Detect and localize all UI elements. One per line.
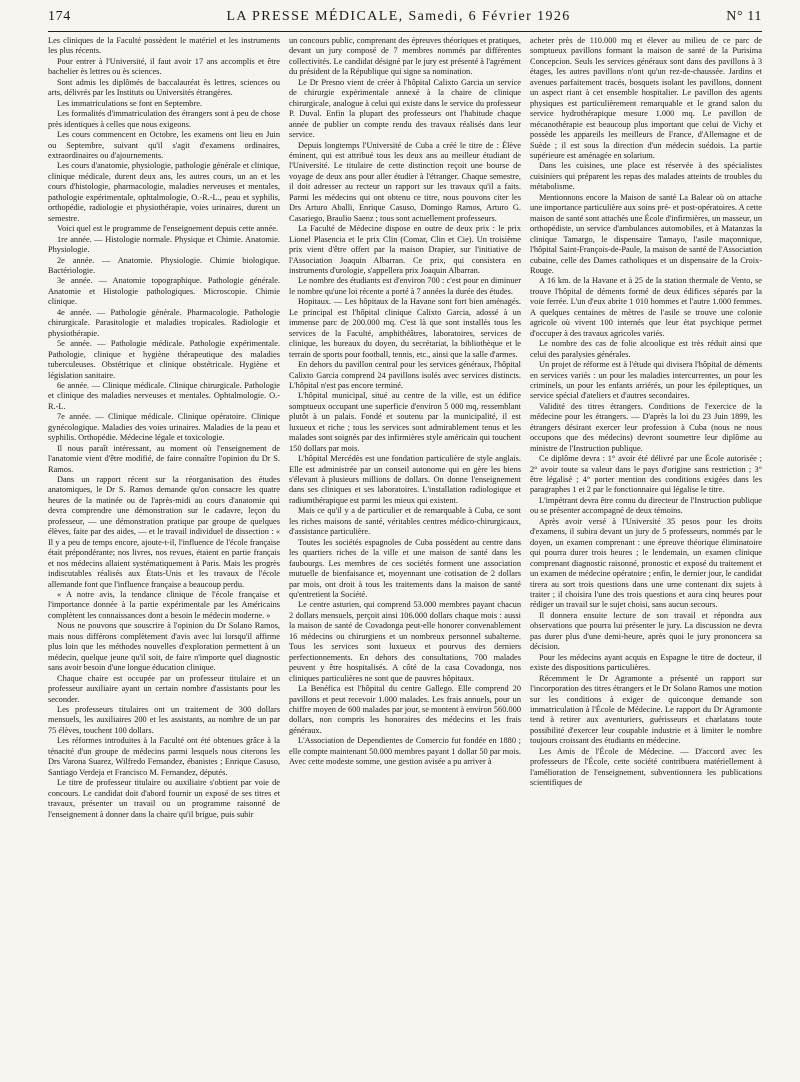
paragraph: Après avoir versé à l'Université 35 pesos pour les droits d'examens, il subira devant un jury de 5 professeurs, nommés par le doyen, un examen comprenant : une épreuve théorique éliminatoire qui pourra durer trois heures ; le lendemain, un examen clinique comprenant diagnostic raisonné, pronostic et exposé du traitement et un examen de médecine opératoire ; enfin, le dernier jour, le candidat tirera au sort trois questions dans une urne contenant dix sujets à traiter ; il choisira l'une des trois questions et aura cinq heures pour rédiger un travail sur le sujet choisi, sans aucun secours. (530, 516, 762, 610)
paragraph: Les professeurs titulaires ont un traitement de 300 dollars mensuels, les auxiliaires 200 et les assistants, au nombre de un par 75 élèves, touchent 100 dollars. (48, 705, 280, 735)
paragraph: En dehors du pavillon central pour les services généraux, l'hôpital Calixto Garcia comprend 24 pavillons isolés avec services distincts. L'hôpital n'est pas encore terminé. (289, 360, 521, 390)
paragraph: Pour les médecins ayant acquis en Espagne le titre de docteur, il existe des dispositions particulières. (530, 652, 762, 673)
paragraph: Sont admis les diplômés de baccalauréat ès lettres, sciences ou arts, délivrés par les Instituts ou Universités étrangères. (48, 77, 280, 98)
paragraph: Ce diplôme devra : 1° avoir été délivré par une École autorisée ; 2° avoir toute sa valeur dans le pays d'origine sans restriction ; 3° être légalisé ; 4° porter mention des conditions exigées dans les paragraphes 1 et 2 par le fonctionnaire qui légalise le titre. (530, 454, 762, 495)
paragraph: Toutes les sociétés espagnoles de Cuba possèdent au centre dans les quartiers riches de la ville et une maison de santé dans les faubourgs. Les membres de ces sociétés forment une association mutuelle de bienfaisance et, moyennant une cotisation de 2 dollars par mois, ont droit à tous les traitements dans la maison de santé qu'entretient la Société. (289, 537, 521, 600)
paragraph: Le centre asturien, qui comprend 53.000 membres payant chacun 2 dollars mensuels, perçoit ainsi 106.000 dollars chaque mois : aussi la maison de santé de Covadonga peut-elle honorer convenablement 16 médecins ou chirurgiens et un nombreux personnel subalterne. Tous les services sont luxueux et pourvus des derniers perfectionnements. En dehors des consultations, 700 malades peuvent y être hospitalisés. A côté de la casa Covadonga, nos cliniques particulières ne sont que de pauvres hôpitaux. (289, 600, 521, 683)
paragraph: Dans un rapport récent sur la réorganisation des études anatomiques, le Dr S. Ramos demande qu'on consacre les quatre heures de la matinée ou de l'après-midi au cours d'anatomie qui devra comprendre une démonstration sur le cadavre, leçon du professeur, — une démonstration pratique par groupe de quelques élèves, faite par des aides, — et le travail individuel de dissection : « Il y a peu de temps encore, ajoute-t-il, l'influence de l'école française était prépondérante; nos livres, nos revues, étaient en partie français et nos médecins allaient systématiquement à Paris. Mais les progrès indiscutables réalisés aux États-Unis et les travaux de l'école allemande font que l'influence française a beaucoup perdu. (48, 475, 280, 589)
paragraph: Le nombre des cas de folie alcoolique est très réduit ainsi que celui des paralysies générales. (530, 339, 762, 359)
paragraph: La Benéfica est l'hôpital du centre Gallego. Elle comprend 20 pavillons et peut recevoir 1.000 malades. Les frais annuels, pour un chiffre moyen de 600 malades par jour, se montent à environ 560.000 dollars, non compris les honoraires des médecins et les frais généraux. (289, 684, 521, 735)
paragraph: Mentionnons encore la Maison de santé La Balear où on attache une importance particulière aux soins pré- et post-opératoires. A cette maison de santé sont attachés une École d'infirmières, un masseur, un orthopédiste, un service d'ambulances automobiles, et à Matanzas la clinique Tamargo, le dispensaire Tamayo, l'asile maçonnique, l'hôpital Saint-François-de-Paule, la maison de santé de l'Association cubaine, celle des Dames catholiques et un dispensaire de la Croix-Rouge. (530, 192, 762, 275)
paragraph: La Faculté de Médecine dispose en outre de deux prix : le prix Lionel Plasencia et le prix Clin (Comar, Clin et Cie). Un troisième prix vient d'être offert par la maison Drapier, sur l'initiative de l'Association Joaquin Albarran. Ce prix, qui consistera en instruments d'urologie, s'appellera prix Joaquin Albarran. (289, 224, 521, 275)
paragraph: Pour entrer à l'Université, il faut avoir 17 ans accomplis et être bachelier ès lettres ou ès sciences. (48, 56, 280, 77)
paragraph: 5e année. — Pathologie médicale. Pathologie expérimentale. Pathologie, clinique et hygiène thérapeutique des maladies tuberculeuses. Obstétrique et clinique obstétricale. Hygiène et législation sanitaire. (48, 339, 280, 380)
paragraph: 6e année. — Clinique médicale. Clinique chirurgicale. Pathologie et clinique des maladies nerveuses et mentales. Ophtalmologie. O.-R.-L. (48, 380, 280, 411)
paragraph: Validité des titres étrangers. Conditions de l'exercice de la médecine pour les étrangers. — D'après la loi du 23 Juin 1899, les étrangers désirant exercer leur profession à Cuba (nous ne nous occupons que des médecins) devront soumettre leur diplôme au ministre de l'Instruction publique. (530, 401, 762, 453)
paragraph: 3e année. — Anatomie topographique. Pathologie générale. Anatomie et Histologie pathologiques. Microscopie. Chimie clinique. (48, 276, 280, 307)
issue-number: N° 11 (726, 9, 762, 24)
column-1 (48, 36, 280, 1076)
paragraph: Dans les cuisines, une place est réservée à des spécialistes cuisiniers qui préparent les repas des malades atteints de troubles du métabolisme. (530, 161, 762, 192)
paragraph: Les réformes introduites à la Faculté ont été obtenues grâce à la ténacité d'un groupe de médecins parmi lesquels nous citerons les Drs Varona Suarez, Wilfredo Fernandez, ébanistes ; Enrique Casuso, Santiago Verdeja et Francisco M. Fernandez, députés. (48, 736, 280, 777)
column-3 (530, 36, 762, 1076)
article-columns (48, 36, 762, 1076)
paragraph: Nous ne pouvons que souscrire à l'opinion du Dr Solano Ramos, mais nous différons complètement d'avis avec lui lorsqu'il affirme plus loin que les méthodes nouvelles d'exploration permettent à un médecin, quelque jeune qu'il soit, de faire n'importe quel diagnostic sans avoir besoin d'une longue éducation clinique. (48, 621, 280, 673)
paragraph: A 16 km. de la Havane et à 25 de la station thermale de Vento, se trouve l'hôpital de déments formé de deux édifices séparés par la voie ferrée. L'un d'eux abrite 1 010 hommes et l'autre 1.000 femmes. A quelques centaines de mètres de l'asile se trouve une colonie agricole où vivent 100 internés que leur état psychique permet d'occuper à des travaux agricoles variés. (530, 276, 762, 338)
page-number: 174 (48, 9, 71, 24)
paragraph: Voici quel est le programme de l'enseignement depuis cette année. (57, 224, 278, 234)
paragraph: Un projet de réforme est à l'étude qui divisera l'hôpital de déments en services variés : un pour les maladies intercurrentes, un pour les criminels, un pour les enfants arriérés, un pour les épileptiques, un service spécial d'ateliers et d'autres secondaires. (530, 360, 762, 401)
paragraph: Le Dr Presno vient de créer à l'hôpital Calixto Garcia un service de chirurgie expérimentale annexé à la chaire de clinique chirurgicale, analogue à celui qui existe dans le service du professeur P. Duval. Enfin la plupart des professeurs ont l'habitude chaque année de publier un compte rendu des travaux réalisés dans leur service. (289, 77, 521, 140)
journal-title: LA PRESSE MÉDICALE, Samedi, 6 Février 1926 (226, 9, 571, 24)
paragraph: 7e année. — Clinique médicale. Clinique opératoire. Clinique gynécologique. Maladies des voies urinaires. Maladies de la peau et syphilis. Orthopédie. Médecine légale et toxicologie. (48, 412, 280, 443)
paragraph: Récemment le Dr Agramonte a présenté un rapport sur l'incorporation des titres étrangers et le Dr Solano Ramos une motion sur les conditions à exiger de quiconque demande son immatriculation à l'École de Médecine. Le rapport du Dr Agramonte tend à retirer aux aventuriers, guérisseurs et charlatans toute possibilité d'exercer leur coupable industrie et à limiter le nombre toujours croissant des étudiants en médecine. (530, 673, 762, 746)
paragraph: un concours public, comprenant des épreuves théoriques et pratiques, devant un jury composé de 7 membres nommés par différentes collectivités. Le candidat désigné par le jury est présenté à l'agrément du président de la République qui signe sa nomination. (289, 36, 521, 77)
paragraph: Il donnera ensuite lecture de son travail et répondra aux observations que pourra lui présenter le jury. La discussion ne devra pas durer plus d'une demi-heure, après quoi le jury prononcera sa décision. (530, 610, 762, 652)
header-rule (48, 31, 762, 32)
paragraph: Les cours d'anatomie, physiologie, pathologie générale et clinique, clinique médicale, durent deux ans, les autres cours, un an et les cours d'histologie, pharmacologie, maladies nerveuses et mentales, pathologie expérimentale, ophtalmologie, O.-R.-L., peau et syphilis, orthopédie, radiologie et physiothérapie, voies urinaires, durent un semestre. (48, 161, 280, 223)
paragraph: Les cours commencent en Octobre, les examens ont lieu en Juin ou Septembre, suivant qu'il s'agit d'examens ordinaires, extraordinaires ou d'ajournements. (48, 130, 280, 160)
paragraph: L'impétrant devra être connu du directeur de l'Instruction publique ou se présenter accompagné de deux témoins. (530, 495, 762, 516)
paragraph: Les Amis de l'École de Médecine. — D'accord avec les professeurs de l'École, cette société contribuera matériellement à l'amélioration de l'enseignement, subventionnera les publications scientifiques de (530, 746, 762, 788)
paragraph: Hopitaux. — Les hôpitaux de la Havane sont fort bien aménagés. Le principal est l'hôpital clinique Calixto Garcia, adossé à un immense parc de 200.000 mq. C'est là que sont installés tous les services de la Faculté, amphithéâtres, laboratoires, services de clinique, les bureaux du doyen, du secrétariat, la bibliothèque et le terrain de sports pour football, tennis, etc., ainsi que la salle d'armes. (289, 297, 521, 359)
paragraph: Il nous paraît intéressant, au moment où l'enseignement de l'anatomie vient d'être modifié, de faire connaître l'opinion du Dr S. Ramos. (48, 443, 280, 474)
column-2 (289, 36, 521, 1076)
paragraph: « A notre avis, la tendance clinique de l'école française et l'importance donnée à la partie expérimentale par les Américains complètent les connaissances dont a besoin le médecin moderne. » (48, 590, 280, 620)
paragraph: L'hôpital Mercédès est une fondation particulière de style anglais. Elle est administrée par un conseil autonome qui en gère les biens s'élevant à plusieurs millions de dollars. On donne l'enseignement dans ses cliniques et ses laboratoires. L'installation radiologique et radiumthérapique est parmi les mieux qui existent. (289, 454, 521, 505)
paragraph: 1re année. — Histologie normale. Physique et Chimie. Anatomie. Physiologie. (48, 234, 280, 255)
paragraph: Depuis longtemps l'Université de Cuba a créé le titre de : Élève éminent, qui est attribué tous les deux ans au meilleur étudiant de l'Université. Le titulaire de cette distinction reçoit une bourse de voyage de deux ans pour aller étudier à l'étranger. Chaque semestre, il doit adresser au recteur un rapport sur les travaux qu'il a faits. Parmi les médecins qui ont obtenu ce titre, nous pouvons citer les Drs Arturo Aballi, Enrique Casuso, Domingo Ramos, Arturo G. Casariego, Braulio Saenz ; tous sont actuellement professeurs. (289, 140, 521, 223)
paragraph: Les formalités d'immatriculation des étrangers sont à peu de chose près identiques à celles que nous exigeons. (48, 109, 280, 129)
paragraph: Le titre de professeur titulaire ou auxiliaire s'obtient par voie de concours. Le candidat doit d'abord fournir un exposé de ses titres et travaux, présenter un travail ou un programme raisonné de l'enseignement à donner dans la chaire qu'il brigue, puis subir (48, 778, 280, 819)
paragraph: Les immatriculations se font en Septembre. (57, 98, 203, 108)
paragraph: Les cliniques de la Faculté possèdent le matériel et les instruments les plus récents. (48, 36, 280, 56)
paragraph: L'hôpital municipal, situé au centre de la ville, est un édifice somptueux occupant une superficie d'environ 5 000 mq, ressemblant plutôt à un palais. Fondé et soutenu par la municipalité, il est luxueux et riche ; tous les services sont admirablement tenus et les malades sont soignés par des infirmières style américain qui touchent 150 dollars par mois. (289, 391, 521, 453)
paragraph: Le nombre des étudiants est d'environ 700 : c'est pour en diminuer le nombre qu'une loi récente a porté à 7 années la durée des études. (289, 276, 521, 296)
paragraph: Chaque chaire est occupée par un professeur titulaire et un professeur auxiliaire ayant un certain nombre d'assistants pour les seconder. (48, 673, 280, 704)
paragraph: 4e année. — Pathologie générale. Pharmacologie. Pathologie chirurgicale. Parasitologie et maladies tropicales. Radiologie et physiothérapie. (48, 307, 280, 338)
paragraph: 2e année. — Anatomie. Physiologie. Chimie biologique. Bactériologie. (48, 255, 280, 275)
paragraph: L'Association de Dependientes de Comercio fut fondée en 1880 ; elle compte maintenant 50.000 membres payant 1 dollar 50 par mois. Avec cette modeste somme, une gestion avisée a pu arriver à (289, 736, 521, 767)
page-header (48, 6, 762, 28)
paragraph: Mais ce qu'il y a de particulier et de remarquable à Cuba, ce sont les riches maisons de santé, véritables centres médico-chirurgicaux, d'assistance particulière. (289, 506, 521, 537)
paragraph: acheter près de 110.000 mq et élever au milieu de ce parc de somptueux pavillons formant la maison de santé de la Purisima Concepcion. Seuls les services généraux sont dans des pavillons à 3 étages, les autres pavillons n'ont qu'un rez-de-chaussée. Jardins et avenues parfaitement tracés, bosquets isolant les pavillons, donnent un aspect riant à cet ensemble hospitalier. Le pavillon des agents physiques est particulièrement remarquable et le grand salon du service hydrothérapique mesure 1.000 mq. Le pavillon de mécanothérapie est beaucoup plus important que celui de Vichy et possède les appareils les meilleurs de France, d'Allemagne et de Suède ; il est sous la direction d'un médecin suédois. La partie supérieure est aménagée en solarium. (530, 36, 762, 160)
